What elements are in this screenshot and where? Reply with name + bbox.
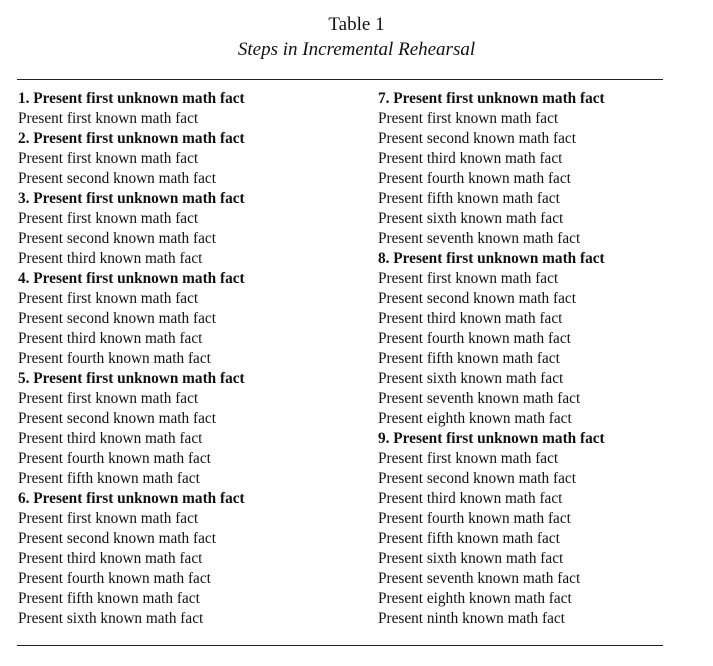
- step-item: Present seventh known math fact: [378, 570, 581, 587]
- step-item: Present seventh known math fact: [378, 230, 581, 247]
- step-item: Present first known math fact: [18, 110, 199, 127]
- step-item: Present sixth known math fact: [378, 370, 564, 387]
- step-item: Present fifth known math fact: [378, 350, 560, 367]
- step-item: Present second known math fact: [18, 170, 216, 187]
- step-item: Present second known math fact: [18, 310, 216, 327]
- step-item: Present eighth known math fact: [378, 590, 572, 607]
- step-item: Present second known math fact: [18, 410, 216, 427]
- step-item: Present first known math fact: [18, 150, 199, 167]
- table-subtitle: Steps in Incremental Rehearsal: [237, 39, 476, 60]
- step-heading: 7. Present first unknown math fact: [378, 90, 605, 107]
- step-item: Present fourth known math fact: [378, 510, 571, 527]
- step-item: Present third known math fact: [18, 550, 203, 567]
- step-item: Present fifth known math fact: [18, 590, 200, 607]
- step-item: Present second known math fact: [18, 230, 216, 247]
- step-item: Present second known math fact: [378, 290, 576, 307]
- step-item: Present sixth known math fact: [378, 550, 564, 567]
- step-heading: 1. Present first unknown math fact: [18, 90, 245, 107]
- step-item: Present second known math fact: [378, 130, 576, 147]
- step-heading: 9. Present first unknown math fact: [378, 430, 605, 447]
- step-item: Present seventh known math fact: [378, 390, 581, 407]
- step-item: Present third known math fact: [378, 150, 563, 167]
- step-item: Present first known math fact: [18, 510, 199, 527]
- step-item: Present sixth known math fact: [18, 610, 204, 627]
- step-item: Present sixth known math fact: [378, 210, 564, 227]
- step-heading: 2. Present first unknown math fact: [18, 130, 245, 147]
- step-item: Present fourth known math fact: [18, 570, 211, 587]
- step-item: Present ninth known math fact: [378, 610, 565, 627]
- step-item: Present fifth known math fact: [18, 470, 200, 487]
- step-item: Present fourth known math fact: [18, 450, 211, 467]
- step-item: Present third known math fact: [378, 310, 563, 327]
- step-item: Present first known math fact: [378, 450, 559, 467]
- step-heading: 4. Present first unknown math fact: [18, 270, 245, 287]
- step-heading: 3. Present first unknown math fact: [18, 190, 245, 207]
- step-item: Present second known math fact: [378, 470, 576, 487]
- step-item: Present first known math fact: [378, 110, 559, 127]
- step-item: Present first known math fact: [18, 290, 199, 307]
- step-item: Present third known math fact: [18, 430, 203, 447]
- step-item: Present fourth known math fact: [378, 330, 571, 347]
- step-item: Present third known math fact: [378, 490, 563, 507]
- step-heading: 6. Present first unknown math fact: [18, 490, 245, 507]
- step-item: Present fourth known math fact: [378, 170, 571, 187]
- right-column: [378, 89, 698, 629]
- step-item: Present third known math fact: [18, 250, 203, 267]
- step-heading: 5. Present first unknown math fact: [18, 370, 245, 387]
- step-item: Present fifth known math fact: [378, 190, 560, 207]
- top-rule: [17, 79, 663, 80]
- step-item: Present first known math fact: [18, 210, 199, 227]
- table-title: Table 1: [328, 14, 385, 35]
- step-item: Present second known math fact: [18, 530, 216, 547]
- step-item: Present fifth known math fact: [378, 530, 560, 547]
- bottom-rule: [17, 645, 663, 646]
- step-heading: 8. Present first unknown math fact: [378, 250, 605, 267]
- step-item: Present first known math fact: [18, 390, 199, 407]
- left-column: [18, 89, 338, 629]
- step-item: Present eighth known math fact: [378, 410, 572, 427]
- step-item: Present first known math fact: [378, 270, 559, 287]
- step-item: Present fourth known math fact: [18, 350, 211, 367]
- step-item: Present third known math fact: [18, 330, 203, 347]
